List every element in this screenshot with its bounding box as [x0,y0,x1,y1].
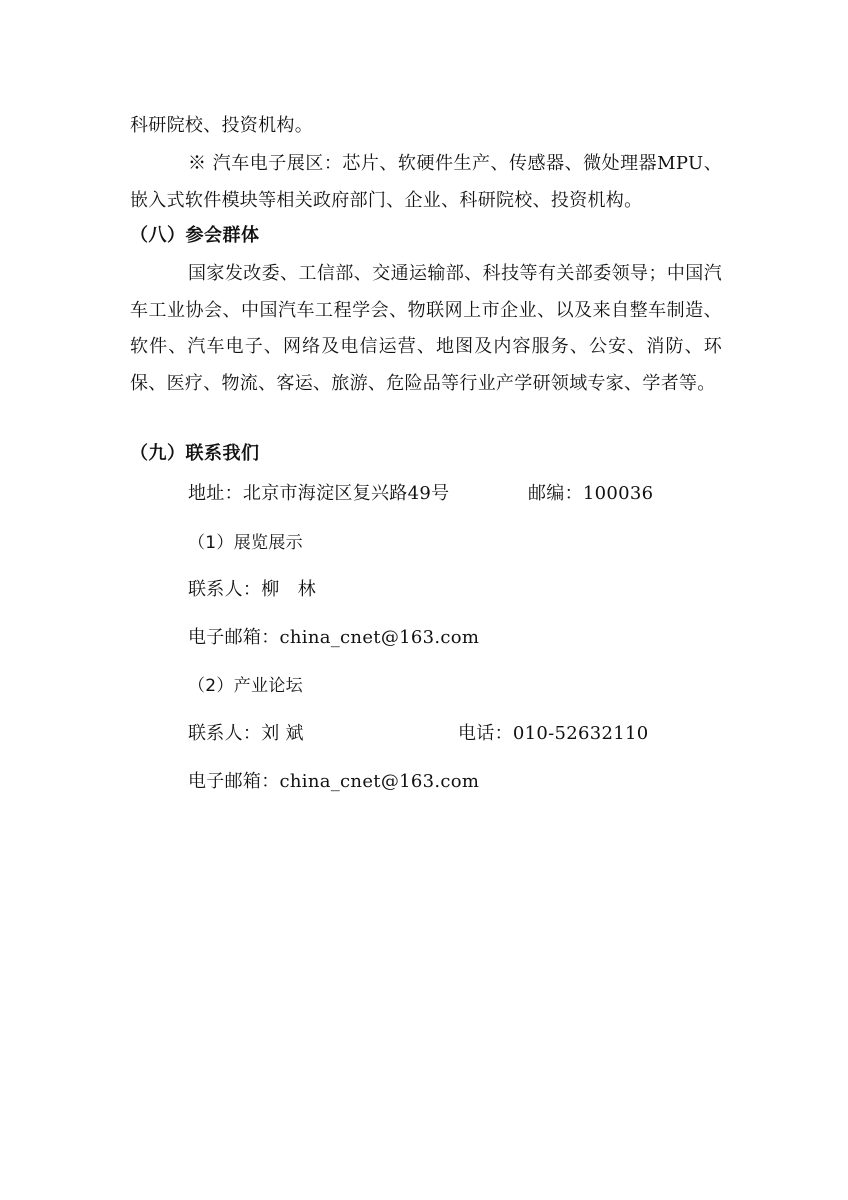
participants-paragraph: 国家发改委、工信部、交通运输部、科技等有关部委领导；中国汽车工业协会、中国汽车工程学会、物联网上市企业、以及来自整车制造、软件、汽车电子、网络及电信运营、地图及内容服务、公安、消防、环保、医疗、物流、客运、旅游、危险品等行业产学研领域专家、学者等。 [130,263,722,394]
forum-phone: 电话：010-52632110 [458,723,649,744]
participants-heading: （八）参会群体 [130,225,260,246]
exhibition-tail-text: 科研院校、投资机构。 [130,115,313,136]
forum-contact-person: 联系人：刘 斌 [188,723,304,744]
address-text: 地址：北京市海淀区复兴路49号 [188,483,450,504]
auto-electronics-paragraph: ※ 汽车电子展区：芯片、软硬件生产、传感器、微处理器MPU、嵌入式软件模块等相关政府部门、企业、科研院校、投资机构。 [130,153,722,211]
exhibition-contact-person: 联系人：柳 林 [188,579,317,600]
forum-subheading: （2）产业论坛 [188,676,303,696]
forum-email: 电子邮箱：china_cnet@163.com [188,771,480,792]
contact-heading: （九）联系我们 [130,443,260,464]
postcode-text: 邮编：100036 [528,483,654,504]
exhibition-subheading: （1）展览展示 [188,533,303,553]
exhibition-email: 电子邮箱：china_cnet@163.com [188,627,480,648]
